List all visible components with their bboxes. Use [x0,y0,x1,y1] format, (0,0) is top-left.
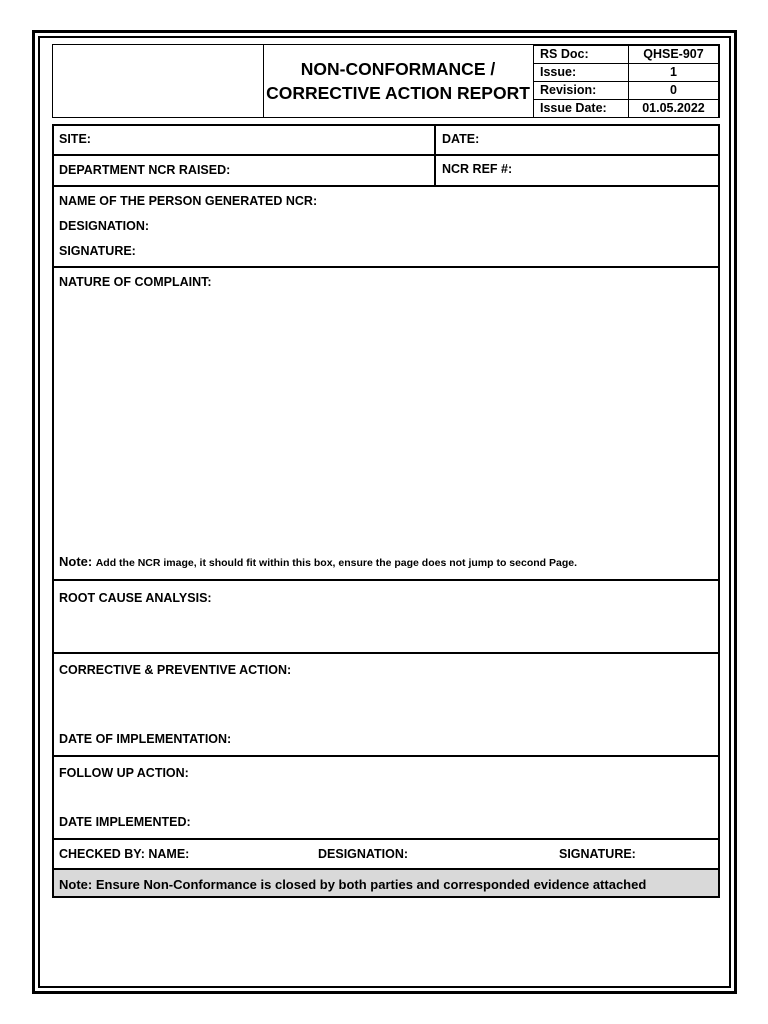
complaint-note-prefix: Note: [59,554,93,569]
meta-label-issue-date: Issue Date: [534,100,629,118]
meta-label-issue: Issue: [534,64,629,82]
corrective-label: CORRECTIVE & PREVENTIVE ACTION: [59,663,292,677]
signature-label: SIGNATURE: [59,244,136,258]
complaint-section[interactable] [52,268,720,581]
checked-by-designation-label: DESIGNATION: [318,847,409,861]
ncr-ref-field[interactable] [436,156,720,187]
report-title [264,45,532,117]
department-field[interactable] [52,156,436,187]
title-line-2: CORRECTIVE ACTION REPORT [266,83,530,103]
date-field[interactable] [436,124,720,156]
corrective-section[interactable] [52,654,720,757]
complaint-note [59,554,577,569]
meta-value-issue-date: 01.05.2022 [628,100,718,118]
meta-value-doc: QHSE-907 [628,46,718,64]
checked-by-row[interactable] [52,840,720,870]
checked-by-signature-label: SIGNATURE: [559,847,636,861]
complaint-note-text: Add the NCR image, it should fit within this box, ensure the page does not jump to second Page. [95,557,577,569]
designation-label: DESIGNATION: [59,219,150,233]
person-name-label: NAME OF THE PERSON GENERATED NCR: [59,194,318,208]
site-label: SITE: [59,132,91,146]
meta-label-doc: RS Doc: [534,46,629,64]
date-of-implementation-label: DATE OF IMPLEMENTATION: [59,732,232,746]
complaint-label: NATURE OF COMPLAINT: [59,275,212,289]
meta-value-issue: 1 [628,64,718,82]
meta-row-revision [534,82,719,100]
meta-label-revision: Revision: [534,82,629,100]
follow-up-section[interactable] [52,757,720,840]
ncr-ref-label: NCR REF #: [442,162,513,176]
meta-row-issue [534,64,719,82]
meta-row-issue-date [534,100,719,118]
meta-value-revision: 0 [628,82,718,100]
logo-area [52,44,264,118]
footer-note-bar [54,870,718,896]
date-label: DATE: [442,132,480,146]
department-label: DEPARTMENT NCR RAISED: [59,163,231,177]
follow-up-label: FOLLOW UP ACTION: [59,766,189,780]
person-section[interactable] [52,187,720,268]
document-control-table [533,45,719,118]
title-line-1: NON-CONFORMANCE / [300,59,496,79]
footer-note: Note: Ensure Non-Conformance is closed by both parties and corresponded evidence attached [59,877,647,892]
root-cause-label: ROOT CAUSE ANALYSIS: [59,591,212,605]
meta-row-doc [534,46,719,64]
site-field[interactable] [52,124,436,156]
date-implemented-label: DATE IMPLEMENTED: [59,815,191,829]
root-cause-section[interactable] [52,581,720,654]
checked-by-name-label: CHECKED BY: NAME: [59,847,190,861]
